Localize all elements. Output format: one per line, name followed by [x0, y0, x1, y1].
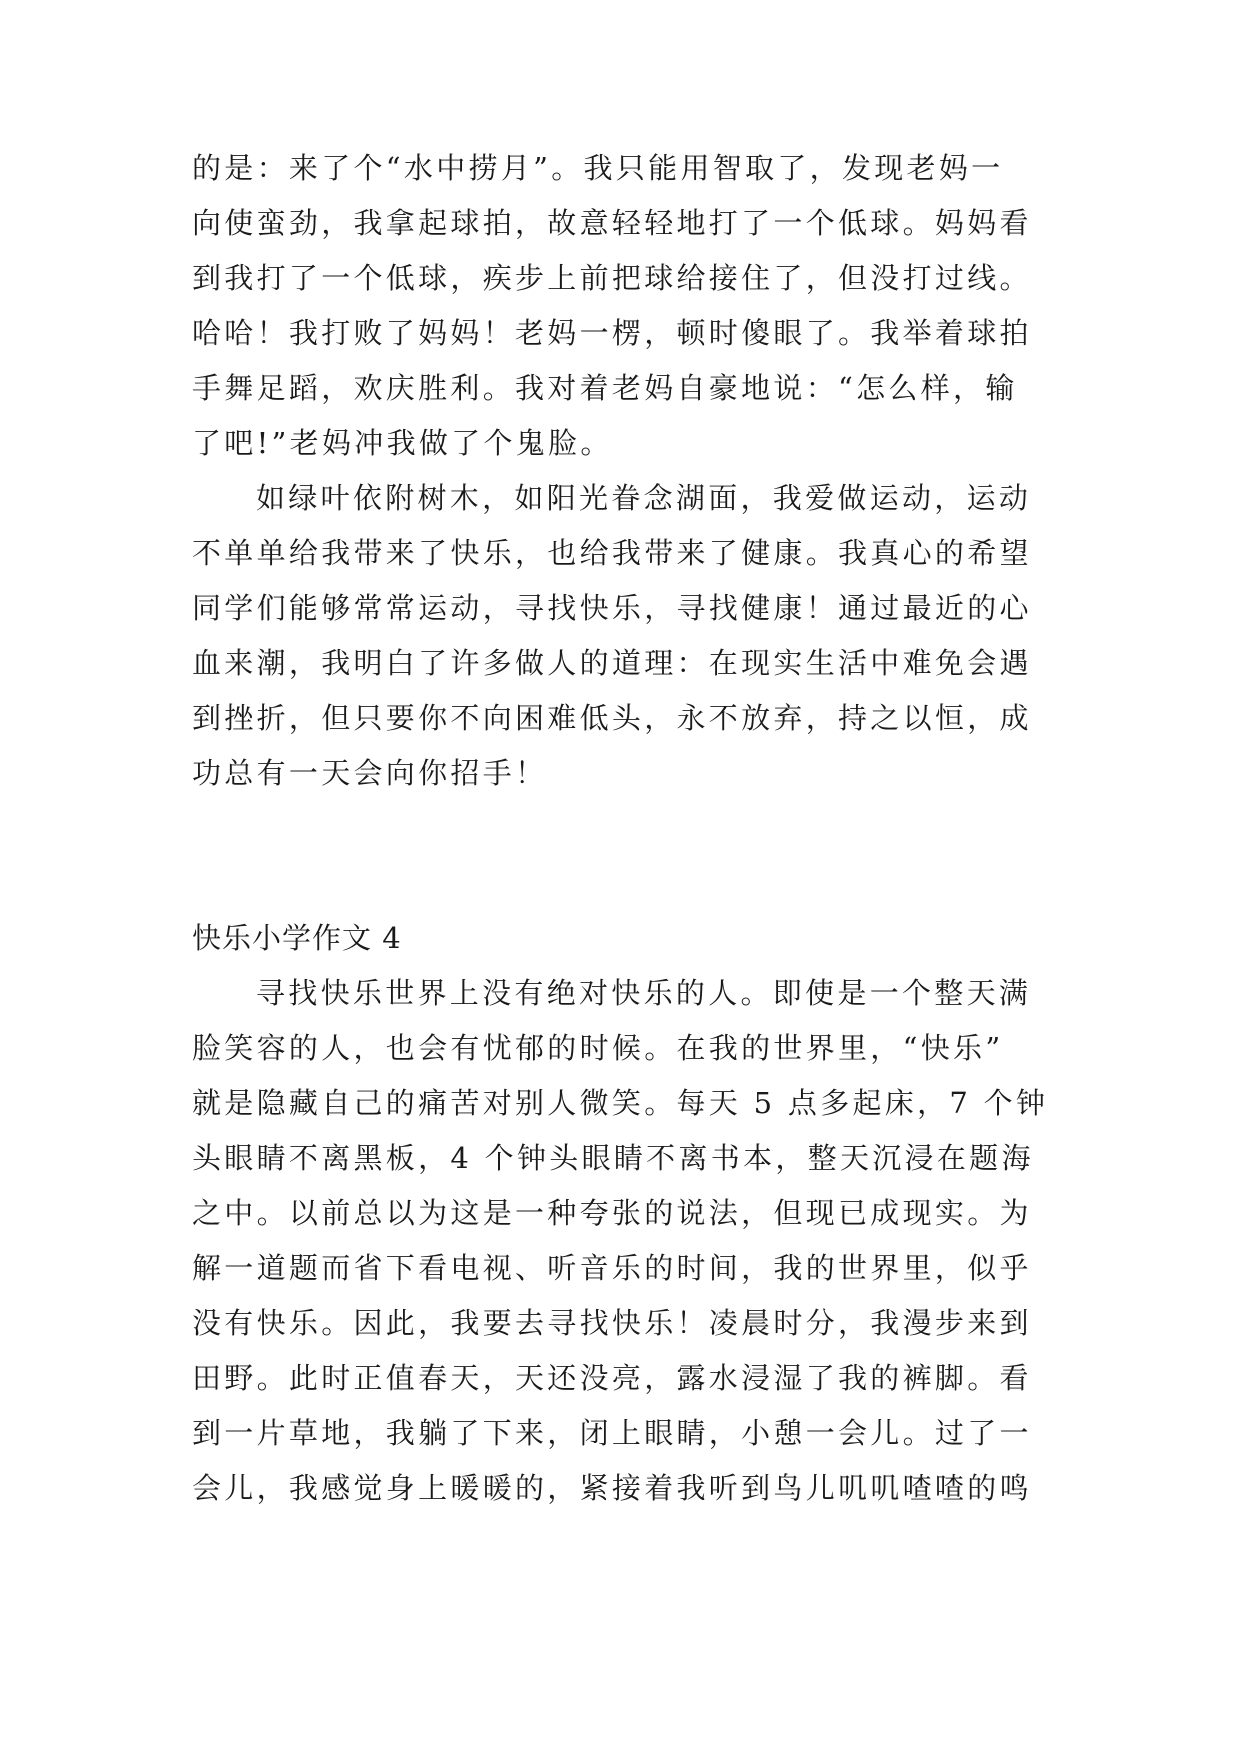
- paragraph-line: 向使蛮劲，我拿起球拍，故意轻轻地打了一个低球。妈妈看: [192, 206, 1032, 240]
- paragraph-line: 手舞足蹈，欢庆胜利。我对着老妈自豪地说：“怎么样，输: [192, 371, 1018, 405]
- paragraph-line: 血来潮，我明白了许多做人的道理：在现实生活中难免会遇: [192, 646, 1032, 680]
- paragraph-line: 的是：来了个“水中捞月”。我只能用智取了，发现老妈一: [192, 151, 1004, 185]
- paragraph-line: 到我打了一个低球，疾步上前把球给接住了，但没打过线。: [192, 261, 1032, 295]
- paragraph-line: 解一道题而省下看电视、听音乐的时间，我的世界里，似乎: [192, 1251, 1032, 1285]
- paragraph-line: 会儿，我感觉身上暖暖的，紧接着我听到鸟儿叽叽喳喳的鸣: [192, 1471, 1032, 1505]
- paragraph-line: 了吧!”老妈冲我做了个鬼脸。: [192, 426, 613, 460]
- paragraph-line: 田野。此时正值春天，天还没亮，露水浸湿了我的裤脚。看: [192, 1361, 1032, 1395]
- paragraph-line: 之中。以前总以为这是一种夸张的说法，但现已成现实。为: [192, 1196, 1032, 1230]
- paragraph-line: 就是隐藏自己的痛苦对别人微笑。每天 5 点多起床，7 个钟: [192, 1086, 1049, 1120]
- paragraph-line: 脸笑容的人，也会有忧郁的时候。在我的世界里，“快乐”: [192, 1031, 1004, 1065]
- paragraph-line: 到挫折，但只要你不向困难低头，永不放弃，持之以恒，成: [192, 701, 1032, 735]
- paragraph-line: 寻找快乐世界上没有绝对快乐的人。即使是一个整天满: [256, 976, 1032, 1010]
- paragraph-line: 不单单给我带来了快乐，也给我带来了健康。我真心的希望: [192, 536, 1032, 570]
- paragraph-line: 哈哈！我打败了妈妈！老妈一楞，顿时傻眼了。我举着球拍: [192, 316, 1032, 350]
- paragraph-line: 同学们能够常常运动，寻找快乐，寻找健康！通过最近的心: [192, 591, 1032, 625]
- paragraph-line: 功总有一天会向你招手！: [192, 756, 548, 790]
- paragraph-line: 如绿叶依附树木，如阳光眷念湖面，我爱做运动，运动: [256, 481, 1032, 515]
- section-heading: 快乐小学作文 4: [192, 921, 402, 955]
- paragraph-line: 头眼睛不离黑板，4 个钟头眼睛不离书本，整天沉浸在题海: [192, 1141, 1034, 1175]
- paragraph-line: 没有快乐。因此，我要去寻找快乐！凌晨时分，我漫步来到: [192, 1306, 1032, 1340]
- paragraph-line: 到一片草地，我躺了下来，闭上眼睛，小憩一会儿。过了一: [192, 1416, 1032, 1450]
